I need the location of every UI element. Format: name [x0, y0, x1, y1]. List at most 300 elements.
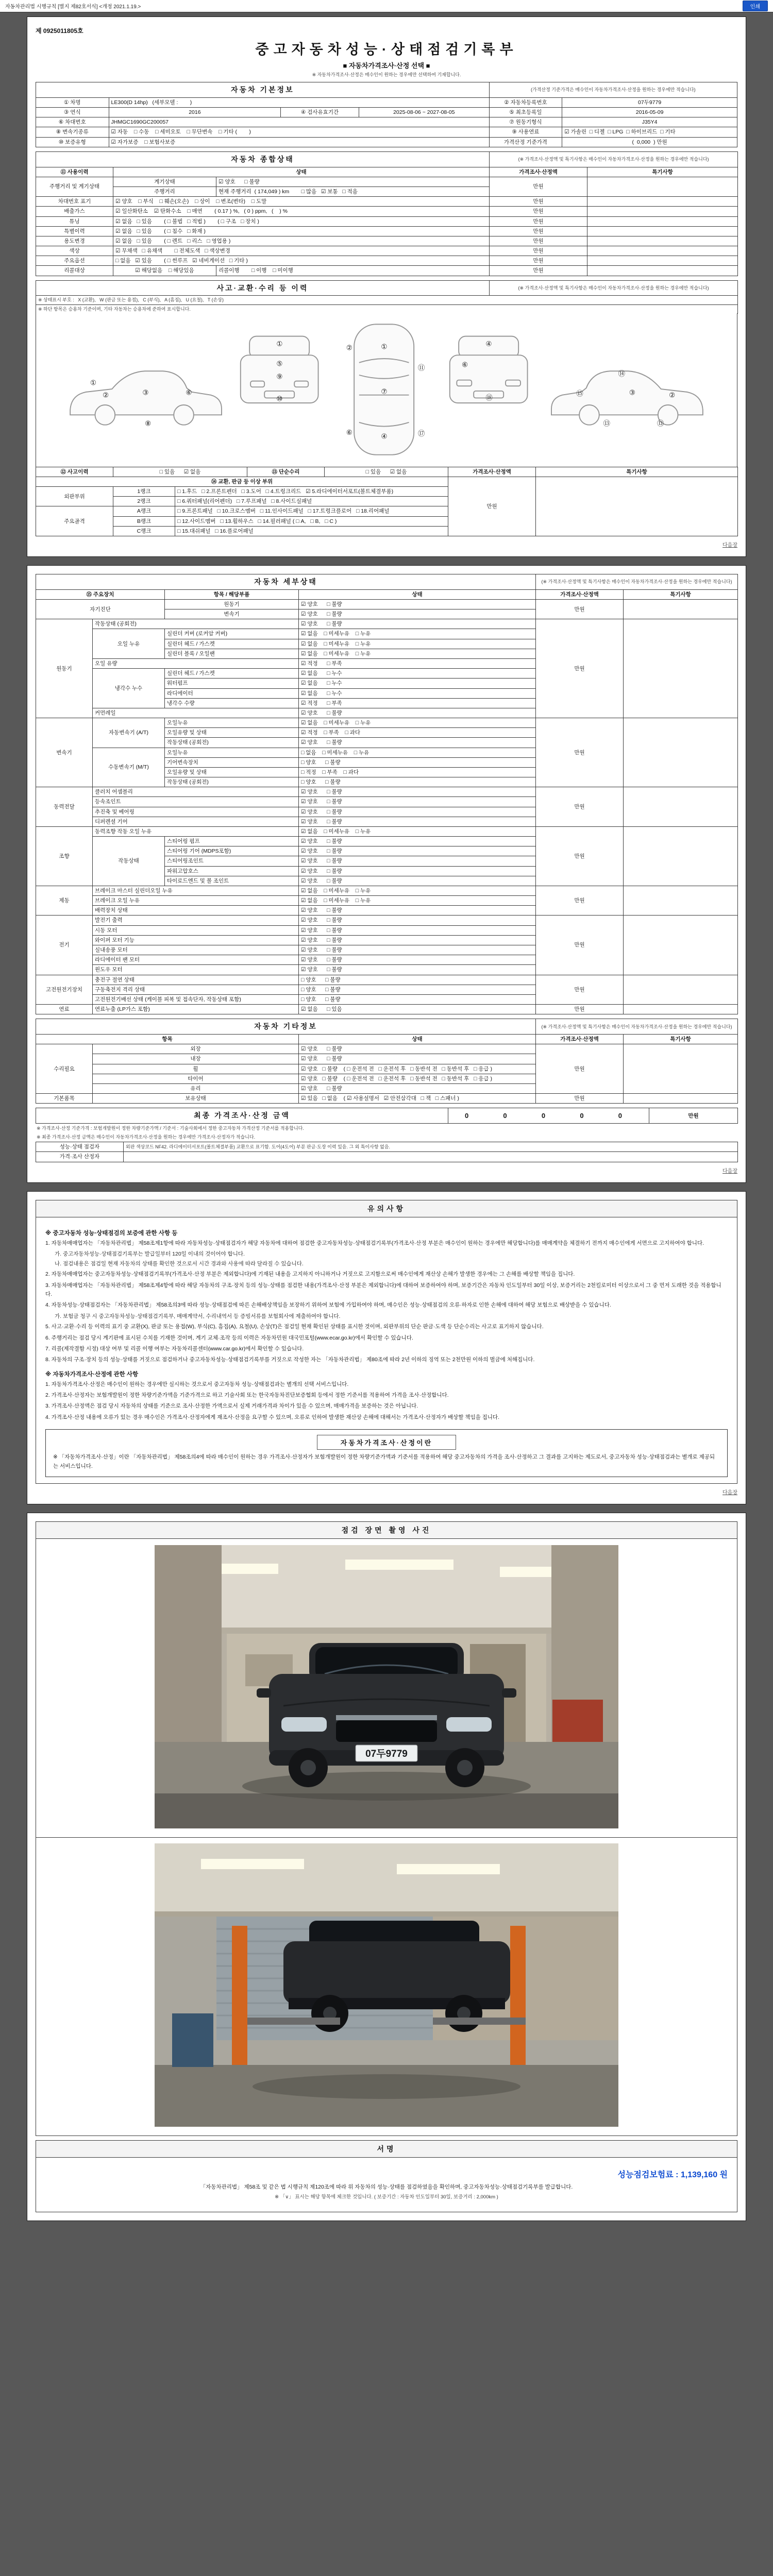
table-cell [587, 207, 738, 216]
table-cell: 만원 [536, 599, 624, 619]
table-cell [624, 787, 738, 827]
diagram-number: ⑭ [618, 369, 626, 378]
table-cell [624, 975, 738, 1005]
table-cell: 만원 [490, 246, 587, 256]
table-cell: 변속기 [36, 718, 93, 787]
table-cell: 오일누유 [165, 718, 299, 728]
table-cell: 만원 [536, 826, 624, 886]
table-cell: □ 9.프론트패널 □ 10.크로스멤버 □ 11.인사이드패널 □ 17.트렁크플로어 □ 18.리어패널 [175, 506, 448, 516]
text-line: 5. 사고·교환·수리 등 이력의 표기 중 교환(X), 판금 또는 용접(W), 부식(C), 흠집(A), 요철(U), 손상(T)은 점검일 현재 확인된 상태를 표시한 것이며, 외판부위의 단순 판금·도색 등 단순수리는 사고로 표기하지 않습니다. [45, 1324, 544, 1330]
table-cell: 색상 [36, 246, 113, 256]
table-cell: 연료누출 (LP가스 포함) [93, 1005, 299, 1014]
table-cell: 주행거리 및 계기상태 [36, 177, 113, 196]
table-cell: ☑ 양호 □ 불량 [299, 906, 536, 916]
table-cell: ☑ 없음 □ 미세누유 □ 누유 [299, 718, 536, 728]
table-cell: □ 없음 ☑ 있음 ( □ 썬루프 ☑ 네비게이션 □ 기타 ) [113, 256, 490, 266]
table-cell [624, 599, 738, 619]
table-cell: 만원 [536, 916, 624, 975]
table-cell: 고전원전기장치 [36, 975, 93, 1005]
next-page-link-2[interactable]: 다음장 [722, 1168, 737, 1174]
table-cell: 만원 [536, 1005, 624, 1014]
table-cell: □ 양호 □ 불량 [299, 985, 536, 994]
table-cell: 기본품목 [36, 1094, 93, 1104]
diagram-number: ③ [142, 388, 149, 397]
table-cell: 디퍼렌셜 기어 [93, 817, 299, 826]
table-cell: ☑ 있음 □ 없음 ( ☑ 사용설명서 ☑ 안전삼각대 □ 잭 □ 스패너 ) [299, 1094, 536, 1104]
accident-title: 사고·교환·수리 등 이력 [36, 280, 490, 296]
overall-title: 자동차 종합상태 [36, 151, 490, 167]
table-cell: □ 양호 □ 불량 [299, 994, 536, 1004]
text-line: 나. 점검내용은 점검일 현재 자동차의 상태를 확인한 것으로서 시간 경과와 사용에 따라 달라질 수 있습니다. [55, 1260, 304, 1267]
table-cell [587, 266, 738, 276]
table-cell: □ 없음 □ 미세누유 □ 누유 [299, 748, 536, 757]
table-cell: 2025-08-06 ~ 2027-08-05 [359, 108, 489, 117]
table-cell: 스티어링조인트 [165, 856, 299, 866]
table-cell [624, 718, 738, 787]
table-cell: ⑨ 사용연료 [489, 127, 562, 137]
table-cell: 브레이크 마스터 실린더오일 누유 [93, 886, 299, 895]
text-line: 8. 자동차의 구조·장치 등의 성능·상태를 거짓으로 점검하거나 중고자동차성능·상태점검기록부를 거짓으로 작성한 자는 「자동차관리법」 제80조에 따라 2년 이하의 징역 또는 2천만원 이하의 벌금에 처해집니다. [45, 1357, 535, 1363]
table-cell: ☑ 양호 □ 불량 [299, 609, 536, 619]
table-cell: (※ 가격조사·산정액 및 특기사항은 매수인이 자동차가격조사·산정을 원하는 경우에만 적습니다) [536, 574, 738, 589]
diagram-number: ⑥ [461, 361, 468, 369]
photo-frame-1 [36, 1539, 737, 1838]
sign-box [36, 2158, 737, 2212]
table-cell: 유리 [93, 1083, 299, 1093]
page-3-footer [36, 1488, 737, 1496]
diagram-number: ② [103, 391, 109, 399]
table-cell: ☑ 양호 □ 불량 [299, 945, 536, 955]
table-cell: 용도변경 [36, 236, 113, 246]
table-cell: ☑ 양호 □ 불량 [299, 856, 536, 866]
table-cell: ※ 하단 항목은 승용차 기준이며, 기타 자동차는 승용차에 준하여 표시합니다. [36, 304, 738, 313]
table-cell: 배력장치 상태 [93, 906, 299, 916]
overall-status-table [36, 151, 738, 276]
table-cell: ☑ 양호 □ 불량 [299, 1044, 536, 1054]
table-cell: 수동변속기 (M/T) [93, 748, 165, 787]
table-cell: ☑ 양호 □ 불량 [299, 1083, 536, 1093]
car-diagram-svg [44, 315, 729, 465]
table-cell: 클러치 어셈블리 [93, 787, 299, 797]
text-line: 7. 리콜(제작결함 시정) 대상 여부 및 리콜 이행 여부는 자동차리콜센터(www.car.go.kr)에서 확인할 수 있습니다. [45, 1346, 304, 1352]
table-cell: (가격산정 기준가격은 매수인이 자동차가격조사·산정을 원하는 경우에만 적습니다) [489, 82, 737, 98]
table-cell: 수리필요 [36, 1044, 93, 1094]
table-cell: 타이로드엔드 및 볼 조인트 [165, 876, 299, 886]
table-cell: ☑ 없음 □ 누수 [299, 688, 536, 698]
text-line: 2. 자동차매매업자는 중고자동차성능·상태점검기록부(가격조사·산정 부분은 제외합니다)에 기재된 내용을 고지하지 아니하거나 거짓으로 고지함으로써 매수인에게 재산상 손해가 발생한 경우에는 그 손해를 배상할 책임을 집니다. [45, 1271, 575, 1278]
table-cell: 차대번호 표기 [36, 197, 113, 207]
table-cell: ⑥ 차대번호 [36, 117, 109, 127]
table-cell: 시동 모터 [93, 925, 299, 935]
table-cell: 튜닝 [36, 216, 113, 226]
table-cell: 충전구 절연 상태 [93, 975, 299, 985]
table-cell [587, 197, 738, 207]
panel-rank-table [36, 477, 738, 536]
table-cell: 자기진단 [36, 599, 165, 619]
table-cell [624, 619, 738, 718]
table-cell: 변속기 [165, 609, 299, 619]
table-cell [624, 886, 738, 916]
table-cell: ☑ 양호 □ 불량 [299, 925, 536, 935]
table-cell: 원동기 [36, 619, 93, 718]
table-cell: ☑ 양호 □ 불량 ( □ 운전석 전 □ 운전석 후 □ 동반석 전 □ 동반석 후 □ 응급 ) [299, 1064, 536, 1074]
etc-info-table [36, 1019, 738, 1104]
text-line: 3. 자동차매매업자는 「자동차관리법」 제58조제4항에 따라 해당 자동차의 구조·장치 등의 성능·상태를 점검한 내용(가격조사·산정 부분은 제외합니다)에 대하여 보증하여야 하며, 보증기간은 자동차 인도일부터 30일 이상, 보증거리는 2천킬로미터 이상으로서 그 중 먼저 도래한 것을 적용합니다. [45, 1282, 721, 1298]
table-cell: 휠 [93, 1064, 299, 1074]
table-cell: ☑ 없음 □ 미세누유 □ 누유 [299, 639, 536, 649]
page-2 [27, 565, 746, 1183]
table-cell: 가격조사·산정액 [448, 467, 536, 477]
text-line: 가. 보험금 청구 시 중고자동차성능·상태점검기록부, 매매계약서, 수리내역서 등 증빙서류를 보험회사에 제출하여야 합니다. [55, 1313, 341, 1319]
table-cell: □ 6.쿼터패널(리어펜더) □ 7.루프패널 □ 8.사이드실패널 [175, 497, 448, 506]
table-cell: 실린더 블록 / 오일팬 [165, 649, 299, 658]
table-cell: 리콜이행 □ 이행 □ 미이행 [216, 266, 490, 276]
table-cell: ☑ 양호 □ 불량 [299, 876, 536, 886]
table-cell: ☑ 양호 □ 불량 [299, 1054, 536, 1064]
table-cell: 작동상태 [93, 837, 165, 886]
table-cell: 오일유량 및 상태 [165, 728, 299, 738]
table-cell: 작동상태 (공회전) [165, 738, 299, 748]
notice-title: 유의사항 [36, 1200, 737, 1217]
table-cell: 동력조향 작동 오일 누유 [93, 826, 299, 836]
table-cell: 라디에이터 팬 모터 [93, 955, 299, 965]
table-cell: 보유상태 [93, 1094, 299, 1104]
table-cell [624, 826, 738, 886]
table-cell [624, 1094, 738, 1104]
table-cell: ☑ 양호 □ 불량 ( □ 운전석 전 □ 운전석 후 □ 동반석 전 □ 동반석 후 □ 응급 ) [299, 1074, 536, 1083]
table-cell: 만원 [490, 266, 587, 276]
table-cell: □ 15.대쉬패널 □ 16.플로어패널 [175, 526, 448, 536]
table-cell: ☑ 양호 □ 불량 [299, 955, 536, 965]
table-cell: 가격·조사 산정자 [36, 1152, 124, 1162]
table-cell: 원동기 [165, 599, 299, 609]
inspection-photo-1 [155, 1545, 618, 1828]
table-cell: 실린더 커버 (로커암 커버) [165, 629, 299, 639]
price-assessment-box-title: 자동차가격조사·산정이란 [317, 1435, 456, 1450]
table-cell: ☑ 가솔린 □ 디젤 □ LPG □ 하이브리드 □ 기타 [562, 127, 737, 137]
table-cell: 배출가스 [36, 207, 113, 216]
text-line: ※ 최종 가격조사·산정 금액은 매수인이 자동차가격조사·산정을 원하는 경우에만 가격조사·산정자가 적습니다. [37, 1134, 256, 1140]
table-cell: 만원 [490, 226, 587, 236]
table-cell: 윈도우 모터 [93, 965, 299, 975]
table-cell: ☑ 양호 □ 불량 [299, 787, 536, 797]
table-cell: 실린더 헤드 / 가스켓 [165, 639, 299, 649]
table-cell: 가격조사·산정액 [490, 167, 587, 177]
table-cell: □ 양호 □ 불량 [299, 777, 536, 787]
table-cell: ☑ 양호 □ 불량 [299, 817, 536, 826]
table-cell: 주행거리 [113, 187, 216, 196]
table-cell [624, 1005, 738, 1014]
table-cell: ☑ 없음 □ 미세누유 □ 누유 [299, 896, 536, 906]
table-cell: 상태 [299, 589, 536, 599]
table-cell: 오일누유 [165, 748, 299, 757]
table-cell: 실린더 헤드 / 가스켓 [165, 669, 299, 679]
table-cell: 외판부위 [36, 487, 113, 506]
table-cell: 가격조사·산정액 [536, 1035, 624, 1044]
table-cell: 만원 [536, 1094, 624, 1104]
table-cell [624, 1044, 738, 1094]
page-1-footer [36, 540, 737, 548]
notice-body [36, 1217, 737, 1484]
table-cell: 가격산정 기준가격 [489, 137, 562, 147]
table-cell: ☑ 없음 □ 미세누유 □ 누유 [299, 629, 536, 639]
table-cell: (※ 가격조사·산정액 및 특기사항은 매수인이 자동차가격조사·산정을 원하는 경우에만 적습니다) [490, 151, 738, 167]
table-cell [587, 256, 738, 266]
table-cell: 항목 [36, 1035, 299, 1044]
table-cell: ☑ 없음 □ 미세누유 □ 누유 [299, 886, 536, 895]
table-cell: 상태 [299, 1035, 536, 1044]
table-cell: □ 1.후드 □ 2.프론트펜더 □ 3.도어 □ 4.트렁크리드 ☑ 5.라디에이터서포트(볼트체결부품) [175, 487, 448, 497]
table-cell [587, 246, 738, 256]
photo-section-title: 점검 장면 촬영 사진 [36, 1521, 737, 1539]
table-cell: 만원 [490, 216, 587, 226]
photo-frame-2 [36, 1837, 737, 2136]
diagram-number: ⑰ [417, 429, 425, 437]
table-cell: ☑ 양호 □ 불량 [299, 738, 536, 748]
table-cell: 만원 [490, 207, 587, 216]
table-cell: ☑ 자가보증 □ 보험사보증 [109, 137, 489, 147]
diagram-number: ② [669, 391, 676, 399]
table-cell: 현재 주행거리 ( 174,049 ) km □ 많음 ☑ 보통 □ 적음 [216, 187, 490, 196]
table-cell: 가격조사·산정액 [536, 589, 624, 599]
table-cell: 조향 [36, 826, 93, 886]
text-line: 4. 자동차성능·상태점검자는 「자동차관리법」 제58조의3에 따라 성능·상태점검에 따른 손해배상책임을 보장하기 위하여 보험에 가입하여야 하며, 매수인은 성능·상태점검의 오류·하자로 인한 손해에 대하여 해당 보험으로 배상받을 수 있습니다. [45, 1302, 611, 1309]
table-cell: ☑ 양호 □ 불량 [299, 797, 536, 807]
table-cell: ☑ 해당없음 □ 해당있음 [113, 266, 216, 276]
diagram-number: ① [381, 343, 388, 351]
final-amount-notes [36, 1125, 737, 1141]
table-cell: ☑ 적정 □ 부족 [299, 659, 536, 669]
next-page-link-3[interactable]: 다음장 [722, 1489, 737, 1496]
diagram-number: ④ [381, 432, 388, 440]
table-cell: 내장 [93, 1054, 299, 1064]
table-cell: (※ 가격조사·산정액 및 특기사항은 매수인이 자동차가격조사·산정을 원하는 경우에만 적습니다) [536, 1019, 738, 1035]
table-cell: 커먼레일 [93, 708, 299, 718]
table-cell: 성능·상태 점검자 [36, 1142, 124, 1152]
table-cell: 만원 [490, 177, 587, 196]
table-cell: 외판 색상코드 NF42. 라디에이터서포트(볼트체결부품) 교환으로 표기함. 도어(4도어) 부분 판금·도장 이력 있음. 그 외 특이사항 없음. [124, 1142, 738, 1152]
doc-subtitle: ■ 자동차가격조사·산정 선택 ■ [343, 62, 430, 70]
table-cell: 2016-05-09 [562, 108, 737, 117]
table-cell: 특기사항 [624, 1035, 738, 1044]
table-cell: 리콜대상 [36, 266, 113, 276]
diagram-number: ⑧ [145, 419, 152, 428]
table-cell: 타이어 [93, 1074, 299, 1083]
table-cell [536, 477, 738, 536]
table-cell: 주요옵션 [36, 256, 113, 266]
form-reference: 자동차관리법 시행규칙 [별지 제82호서식] <개정 2021.1.19.> [5, 4, 141, 10]
table-cell: ☑ 적정 □ 부족 □ 과다 [299, 728, 536, 738]
table-cell: □ 있음 ☑ 없음 [325, 467, 448, 477]
text-line: 4. 가격조사·산정 내용에 오류가 있는 경우 매수인은 가격조사·산정자에게 재조사·산정을 요구할 수 있으며, 오류로 인하여 발생한 재산상 손해에 대해서는 가격조사·산정자가 배상할 책임을 집니다. [45, 1414, 499, 1420]
table-cell: □ 적정 □ 부족 □ 과다 [299, 767, 536, 777]
diagram-number: ⑪ [417, 364, 425, 372]
table-cell: 구동축전지 격리 상태 [93, 985, 299, 994]
inspection-insurance-fee: 성능점검보험료 : 1,139,160 원 [617, 2170, 728, 2179]
table-cell: 와이퍼 모터 기능 [93, 935, 299, 945]
table-cell: ☑ 양호 □ 불량 [299, 916, 536, 925]
document-number: 제 0925011805호 [36, 27, 83, 35]
table-cell: 제동 [36, 886, 93, 916]
final-amount-table [36, 1108, 738, 1124]
table-cell: JHMGC1690GC200057 [109, 117, 489, 127]
table-cell: 추진축 및 베어링 [93, 807, 299, 817]
table-cell: 만원 [448, 477, 536, 536]
table-cell: 계기상태 [113, 177, 216, 187]
detail-status-table [36, 574, 738, 1014]
diagram-number: ⑤ [276, 360, 283, 368]
table-cell: ☑ 자동 □ 수동 □ 세미오토 □ 무단변속 □ 기타 ( ) [109, 127, 489, 137]
page-title: 중고자동차성능·상태점검기록부 [255, 42, 518, 57]
table-cell: ☑ 양호 □ 불량 [299, 807, 536, 817]
page-4 [27, 1513, 746, 2221]
table-cell: 만원 [536, 975, 624, 1005]
table-cell: 냉각수 수량 [165, 698, 299, 708]
diagram-number: ① [90, 379, 96, 387]
inspection-photo-2 [155, 1843, 618, 2127]
table-cell: 동력전달 [36, 787, 93, 827]
table-cell: ☑ 양호 □ 불량 [299, 935, 536, 945]
table-cell: 고전원전기배선 상태 (케이블 피복 및 접속단자, 작동상태 포함) [93, 994, 299, 1004]
text-line: ※ 가격조사·산정 기준가격 : 보험개발원이 정한 차량기준가액 / 기준서 : 기술사회에서 정한 중고자동차 가격산정 기준서를 적용합니다. [37, 1126, 304, 1131]
table-cell: 0 0 0 0 0 [448, 1108, 649, 1124]
table-cell: J35Y4 [562, 117, 737, 127]
table-cell: 작동상태 (공회전) [165, 777, 299, 787]
page-2-footer [36, 1166, 737, 1174]
table-cell: 오일 유량 [93, 659, 299, 669]
table-cell: 2랭크 [113, 497, 175, 506]
text-line: ※ 자동차가격조사·산정에 관한 사항 [45, 1371, 139, 1378]
table-cell: 자동변속기 (A/T) [93, 718, 165, 748]
table-cell: ☑ 양호 □ 불량 [299, 708, 536, 718]
table-cell: ☑ 일산화탄소 ☑ 탄화수소 □ 매연 ( 0.17 ) %, ( 0 ) ppm, ( ) % [113, 207, 490, 216]
car-damage-diagram [36, 313, 737, 467]
table-cell: 1랭크 [113, 487, 175, 497]
table-cell: LE300(D 14hp) (세부모델 : ) [109, 97, 489, 107]
table-cell: ① 차명 [36, 97, 109, 107]
table-cell: ( 0,000 ) 만원 [562, 137, 737, 147]
basic-info-table [36, 82, 737, 147]
table-cell: ④ 검사유효기간 [281, 108, 359, 117]
table-cell: □ 양호 □ 불량 [299, 975, 536, 985]
table-cell: □ 양호 □ 불량 [299, 757, 536, 767]
diagram-number: ⑥ [186, 388, 192, 397]
price-assessment-box [45, 1429, 728, 1477]
table-cell: ☑ 없음 □ 있음 ( □ 침수 □ 화재 ) [113, 226, 490, 236]
table-cell: 실내송풍 모터 [93, 945, 299, 955]
diagram-number: ⑥ [346, 428, 352, 436]
diagram-number: ⑮ [576, 389, 583, 398]
table-cell: 스티어링 펌프 [165, 837, 299, 846]
table-cell: 냉각수 누수 [93, 669, 165, 708]
license-plate-text: 07두9779 [365, 1748, 408, 1759]
table-cell: 스티어링 기어 (MDPS포함) [165, 846, 299, 856]
table-cell: ☑ 양호 □ 불량 [299, 599, 536, 609]
table-cell: 브레이크 오일 누유 [93, 896, 299, 906]
detail-title: 자동차 세부상태 [36, 574, 536, 589]
table-cell: 만원 [490, 256, 587, 266]
table-cell [587, 216, 738, 226]
diagram-number: ④ [485, 340, 492, 348]
table-cell: 특기사항 [587, 167, 738, 177]
next-page-link[interactable]: 다음장 [722, 542, 737, 548]
diagram-number: ⑩ [276, 394, 283, 402]
table-cell: 특기사항 [536, 467, 738, 477]
text-line: ※ 중고자동차 성능·상태점검의 보증에 관한 사항 등 [45, 1230, 178, 1236]
table-cell: □ 있음 ☑ 없음 [113, 467, 247, 477]
text-line: 1. 자동차가격조사·산정은 매수인이 원하는 경우에만 실시하는 것으로서 중고자동차 성능·상태점검과는 별개의 선택 서비스입니다. [45, 1381, 349, 1387]
table-cell: 만원 [536, 787, 624, 827]
table-cell: ☑ 양호 □ 부식 □ 훼손(오손) □ 상이 □ 변조(변타) □ 도말 [113, 197, 490, 207]
table-cell: □ 12.사이드멤버 □ 13.휠하우스 □ 14.필러패널 ( □ A, □ B, □ C ) [175, 516, 448, 526]
table-cell: 오일 누유 [93, 629, 165, 659]
table-cell: 만원 [649, 1108, 738, 1124]
diagram-number: ② [346, 344, 352, 352]
table-cell: ⑫ 사고이력 [36, 467, 113, 477]
table-cell: ☑ 없음 □ 누수 [299, 669, 536, 679]
table-cell: ☑ 양호 □ 불량 [299, 837, 536, 846]
table-cell: 파워고압호스 [165, 866, 299, 876]
table-cell: ☑ 없음 □ 누수 [299, 679, 536, 688]
table-cell: 만원 [536, 718, 624, 787]
table-cell: ⑤ 최초등록일 [489, 108, 562, 117]
table-cell [587, 226, 738, 236]
accident-summary-table [36, 467, 738, 477]
table-cell: 특기사항 [624, 589, 738, 599]
table-cell: 외장 [93, 1044, 299, 1054]
diagram-number: ⑫ [657, 419, 664, 428]
table-cell: 작동상태 (공회전) [93, 619, 299, 629]
table-cell: ☑ 없음 □ 있음 ( □ 불법 □ 적법 ) ( □ 구조 □ 장치 ) [113, 216, 490, 226]
table-cell: 기어변속장치 [165, 757, 299, 767]
table-cell: 라디에이터 [165, 688, 299, 698]
sign-note: ※ 「∨」 표시는 해당 항목에 체크한 것입니다. ( 보증기간 : 자동차 인도일부터 30일, 보증거리 : 2,000km ) [275, 2194, 498, 2200]
final-amount-label: 최종 가격조사·산정 금액 [36, 1108, 448, 1124]
table-cell: ☑ 무채색 □ 유채색 □ 전체도색 □ 색상변경 [113, 246, 490, 256]
text-line: 1. 자동차매매업자는 「자동차관리법」 제58조제1항에 따라 자동차성능·상태점검자가 해당 자동차에 대하여 점검한 중고자동차성능·상태점검기록부(가격조사·산정 부분은 매수인이 원하는 경우에만 해당합니다)를 매매계약을 체결하기 전까지 매수인에게 서면으로 고지하여야 합니다. [45, 1240, 704, 1246]
table-cell: 만원 [536, 886, 624, 916]
basic-info-title: 자동차 기본정보 [36, 82, 490, 98]
table-cell: ☑ 없음 □ 있음 ( □ 렌트 □ 리스 □ 영업용 ) [113, 236, 490, 246]
table-cell: 주요골격 [36, 506, 113, 536]
diagram-number: ⑱ [485, 394, 493, 402]
table-cell [587, 236, 738, 246]
sign-section-title: 서명 [36, 2140, 737, 2158]
notice-list [45, 1229, 728, 1422]
table-cell [624, 916, 738, 975]
table-cell: 만원 [536, 1044, 624, 1094]
accident-history-header-table [36, 280, 738, 314]
table-cell: 만원 [490, 236, 587, 246]
table-cell: ② 자동차등록번호 [489, 97, 562, 107]
table-cell: ☑ 적정 □ 부족 [299, 698, 536, 708]
table-cell: 전기 [36, 916, 93, 975]
table-cell: A랭크 [113, 506, 175, 516]
table-cell: ⑦ 원동기형식 [489, 117, 562, 127]
text-line: 2. 가격조사·산정자는 보험개발원이 정한 차량기준가액을 기준가격으로 하고 기술사회 또는 한국자동차진단보증협회 등에서 정한 기준서를 적용하여 가격을 조사·산정합니다. [45, 1392, 449, 1399]
table-cell: ※ 상태표시 부호 : X (교환), W (판금 또는 용접), C (부식), A (흠집), U (요철), T (손상) [36, 296, 738, 304]
table-cell: 연료 [36, 1005, 93, 1014]
table-cell: 등속조인트 [93, 797, 299, 807]
text-line: 가. 중고자동차성능·상태점검기록부는 발급일부터 120일 이내의 것이어야 합니다. [55, 1250, 245, 1257]
diagram-number: ⑦ [381, 387, 388, 396]
table-cell: ⑧ 변속기종류 [36, 127, 109, 137]
table-cell: 2016 [109, 108, 281, 117]
table-cell [587, 177, 738, 196]
print-button[interactable]: 인쇄 [743, 1, 768, 11]
doc-subtitle-note: ※ 자동차가격조사·산정은 매수인이 원하는 경우에만 선택하여 기재합니다. [312, 72, 461, 77]
table-cell: ⑩ 보증유형 [36, 137, 109, 147]
